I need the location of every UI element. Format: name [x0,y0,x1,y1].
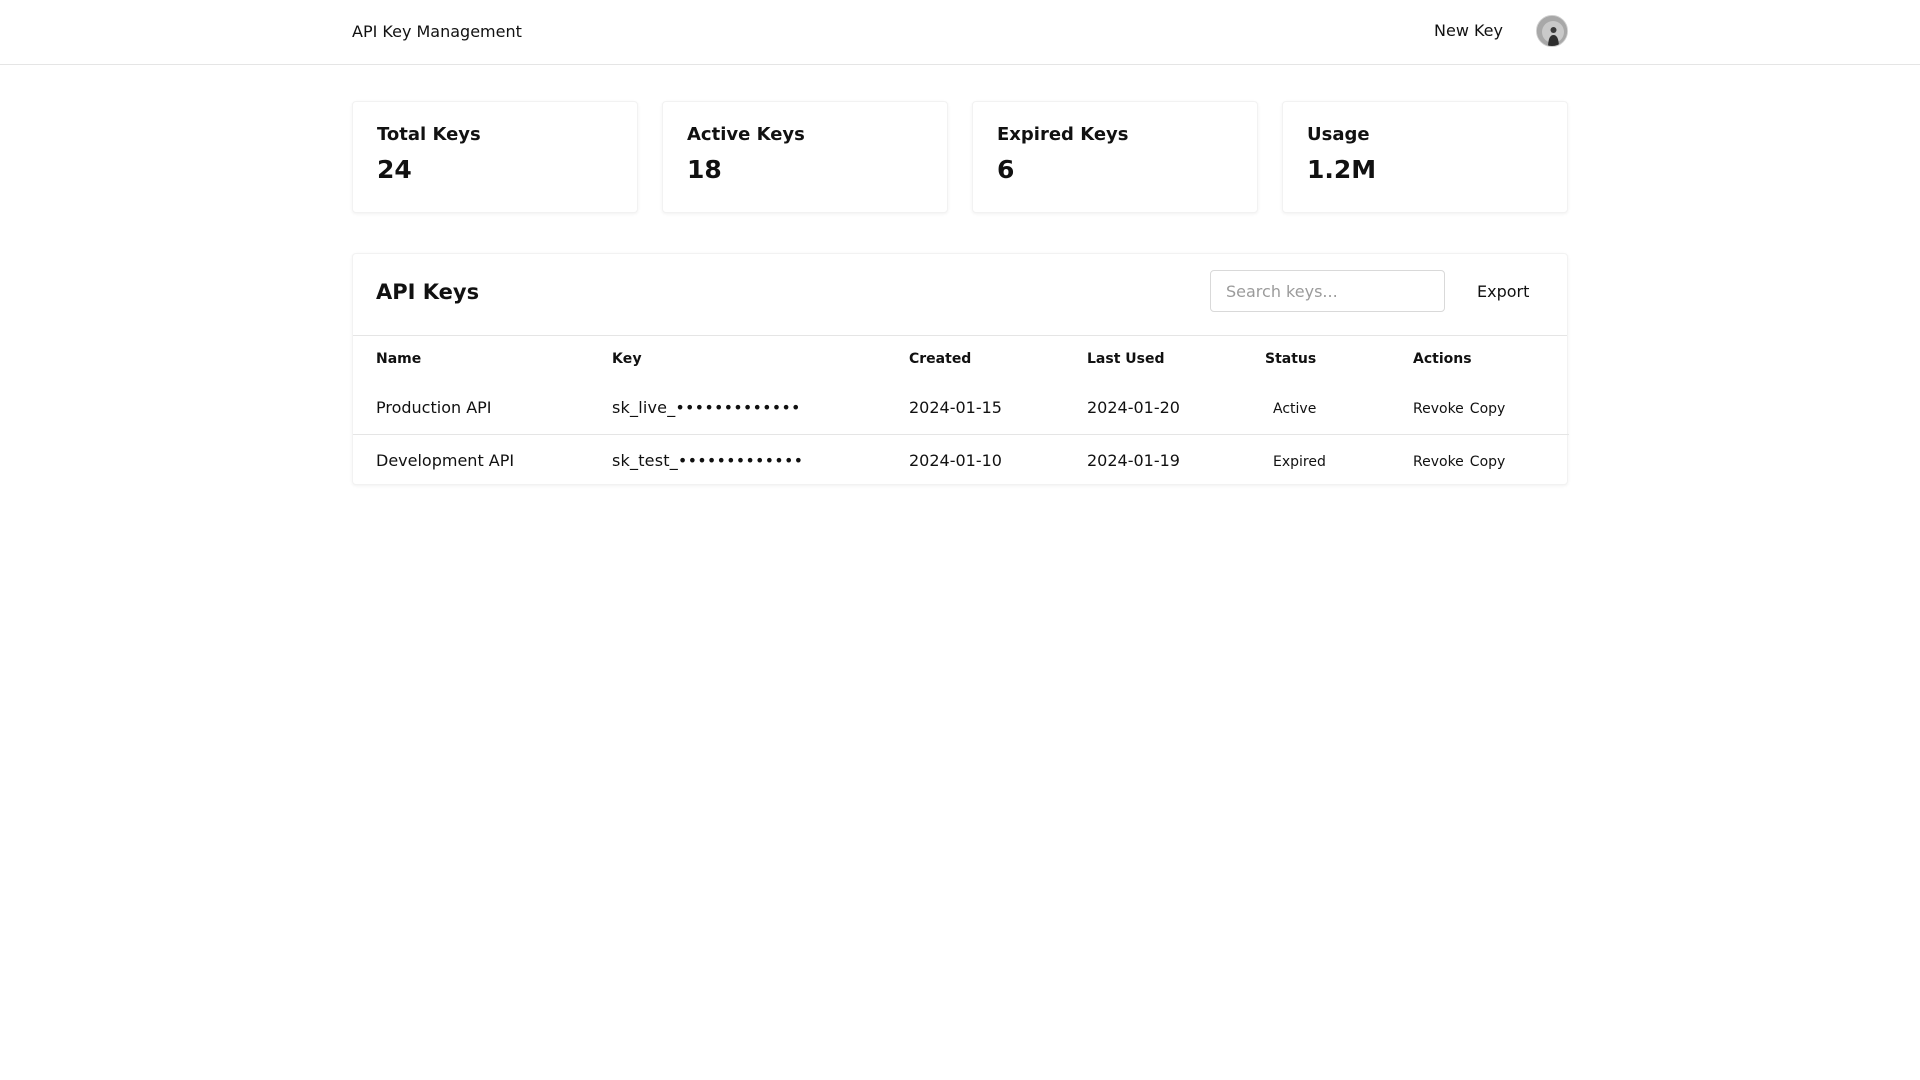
masked-key: sk_live_••••••••••••• [612,397,801,417]
created-date: 2024-01-15 [909,397,1002,417]
top-navigation-bar [0,0,1920,65]
column-header-key[interactable]: Key [612,351,642,367]
stat-label: Expired Keys [997,124,1129,145]
table-row [353,381,1569,434]
column-header-status[interactable]: Status [1265,351,1317,367]
stat-card-total-keys [352,101,638,213]
stat-card-expired-keys [972,101,1258,213]
column-header-name[interactable]: Name [376,351,422,367]
panel-title: API Keys [376,280,480,304]
stats-cards [352,101,1568,213]
table-row [353,434,1569,487]
export-button[interactable]: Export [1461,272,1545,310]
copy-button[interactable]: Copy [1469,454,1506,471]
api-keys-panel [352,253,1568,485]
column-header-actions: Actions [1413,351,1472,367]
key-name: Production API [376,397,492,417]
search-keys-input[interactable] [1210,270,1445,312]
avatar-figure-icon [1537,16,1568,47]
table-header-row [353,337,1569,381]
status-badge: Expired [1273,454,1326,471]
stat-value: 1.2M [1307,155,1377,184]
actions-cell [1413,434,1569,487]
user-avatar-icon[interactable] [1536,15,1568,47]
stat-card-usage [1282,101,1568,213]
last-used-date: 2024-01-19 [1087,434,1265,487]
column-header-last-used[interactable]: Last Used [1087,351,1165,367]
revoke-button[interactable]: Revoke [1413,400,1464,417]
actions-cell [1413,381,1569,434]
new-key-button[interactable]: New Key [1418,14,1519,48]
key-name: Development API [353,434,612,487]
status-badge: Active [1273,400,1317,417]
stat-card-active-keys [662,101,948,213]
stat-value: 18 [687,155,722,184]
status-cell [1265,381,1413,434]
status-cell [1265,434,1413,487]
stat-label: Active Keys [687,124,805,145]
stat-value: 6 [997,155,1015,184]
created-date: 2024-01-10 [909,434,1087,487]
last-used-date: 2024-01-20 [1087,397,1180,417]
stat-label: Usage [1307,124,1370,145]
panel-header [353,254,1567,336]
stat-label: Total Keys [377,124,481,145]
column-header-created[interactable]: Created [909,351,972,367]
api-keys-table [353,337,1569,487]
copy-button[interactable]: Copy [1469,400,1506,417]
app-title: API Key Management [352,22,522,41]
revoke-button[interactable]: Revoke [1413,454,1464,471]
masked-key: sk_test_••••••••••••• [612,434,909,487]
stat-value: 24 [377,155,412,184]
